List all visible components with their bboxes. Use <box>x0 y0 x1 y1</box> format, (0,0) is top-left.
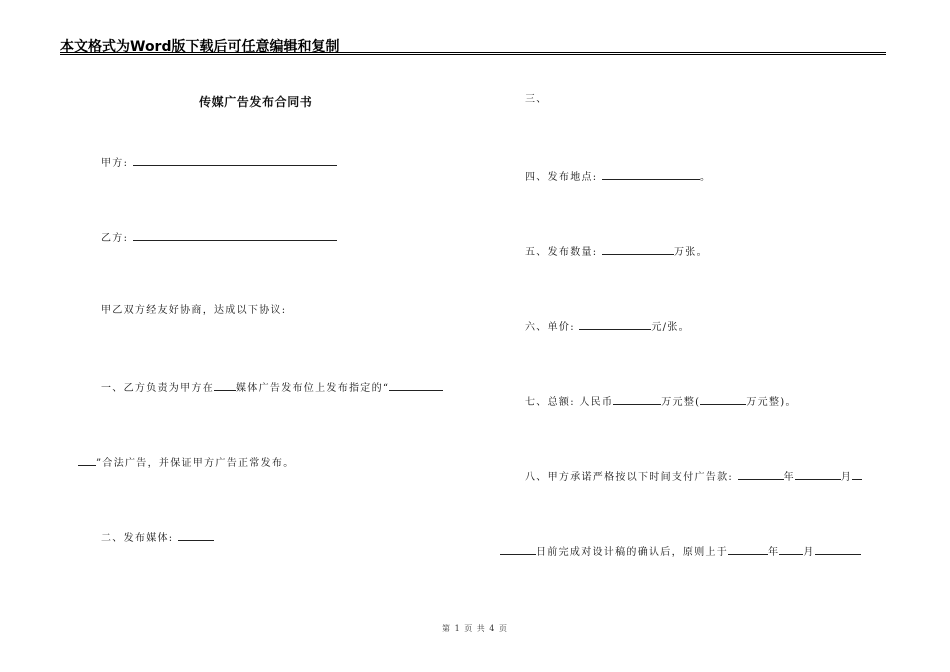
clause-2-line <box>101 529 214 546</box>
clause-8-day-blank[interactable] <box>852 468 862 480</box>
clause-8-line <box>525 468 862 485</box>
clause-7-amount-uppercase-blank[interactable] <box>700 393 746 405</box>
clause-1-continuation <box>78 454 295 471</box>
clause-8-day-blank-cont[interactable] <box>500 543 536 555</box>
clause-4-label: 四、发布地点: <box>525 172 598 183</box>
party-b-line <box>101 229 337 246</box>
clause-8-month-blank[interactable] <box>795 468 841 480</box>
clause-6-label: 六、单价: <box>525 322 575 333</box>
clause-8-cont-month: 月 <box>803 547 815 558</box>
clause-8-year-blank[interactable] <box>738 468 784 480</box>
clause-5-quantity-blank[interactable] <box>602 243 674 255</box>
clause-6-line <box>525 318 690 335</box>
clause-8-cont-year-blank[interactable] <box>728 543 768 555</box>
clause-8-month: 月 <box>840 472 853 483</box>
party-b-blank[interactable] <box>133 229 337 241</box>
clause-1-media-blank[interactable] <box>214 379 236 391</box>
clause-7-end: 万元整)。 <box>746 397 797 408</box>
clause-7-label: 七、总额: 人民币 <box>525 397 614 408</box>
party-a-label: 甲方: <box>101 158 129 169</box>
clause-8-cont-month-blank[interactable] <box>779 543 803 555</box>
clause-2-label: 二、发布媒体: <box>101 533 174 544</box>
clause-8-cont-day-blank[interactable] <box>815 543 861 555</box>
page-number-footer: 第 1 页 共 4 页 <box>442 624 508 633</box>
clause-1-line <box>101 379 443 396</box>
clause-5-unit: 万张。 <box>673 247 708 258</box>
party-a-line <box>101 154 337 171</box>
clause-4-location-blank[interactable] <box>602 168 700 180</box>
clause-3-label: 三、 <box>525 94 548 105</box>
clause-1-part-b: 媒体广告发布位上发布指定的“ <box>236 383 390 394</box>
clause-5-line <box>525 243 708 260</box>
clause-4-line <box>525 168 711 185</box>
clause-7-amount-blank[interactable] <box>613 393 661 405</box>
clause-1-part-c: ”合法广告，并保证甲方广告正常发布。 <box>96 458 295 469</box>
clause-8-continuation <box>500 543 861 560</box>
party-b-label: 乙方: <box>101 233 129 244</box>
document-title: 传媒广告发布合同书 <box>199 95 313 109</box>
clause-5-label: 五、发布数量: <box>525 247 598 258</box>
clause-1-ad-blank[interactable] <box>389 379 443 391</box>
clause-7-line <box>525 393 797 410</box>
clause-8-year: 年 <box>783 472 795 483</box>
clause-2-media-blank[interactable] <box>178 529 214 541</box>
clause-6-unit: 元/张。 <box>651 322 690 333</box>
clause-8-label: 八、甲方承诺严格按以下时间支付广告款: <box>525 472 734 483</box>
agreement-intro: 甲乙双方经友好协商，达成以下协议: <box>101 305 287 316</box>
clause-8-cont-year: 年 <box>768 547 780 558</box>
clause-4-end: 。 <box>699 172 712 183</box>
clause-1-part-a: 一、乙方负责为甲方在 <box>101 383 214 394</box>
document-header-banner: 本文格式为Word版下载后可任意编辑和复制 <box>60 39 340 55</box>
clause-1-ad-blank-cont[interactable] <box>78 454 96 466</box>
party-a-blank[interactable] <box>133 154 337 166</box>
clause-8-cont-a: 日前完成对设计稿的确认后，原则上于 <box>536 547 729 558</box>
clause-6-price-blank[interactable] <box>579 318 651 330</box>
header-rule <box>60 52 886 55</box>
clause-7-mid: 万元整( <box>661 397 701 408</box>
